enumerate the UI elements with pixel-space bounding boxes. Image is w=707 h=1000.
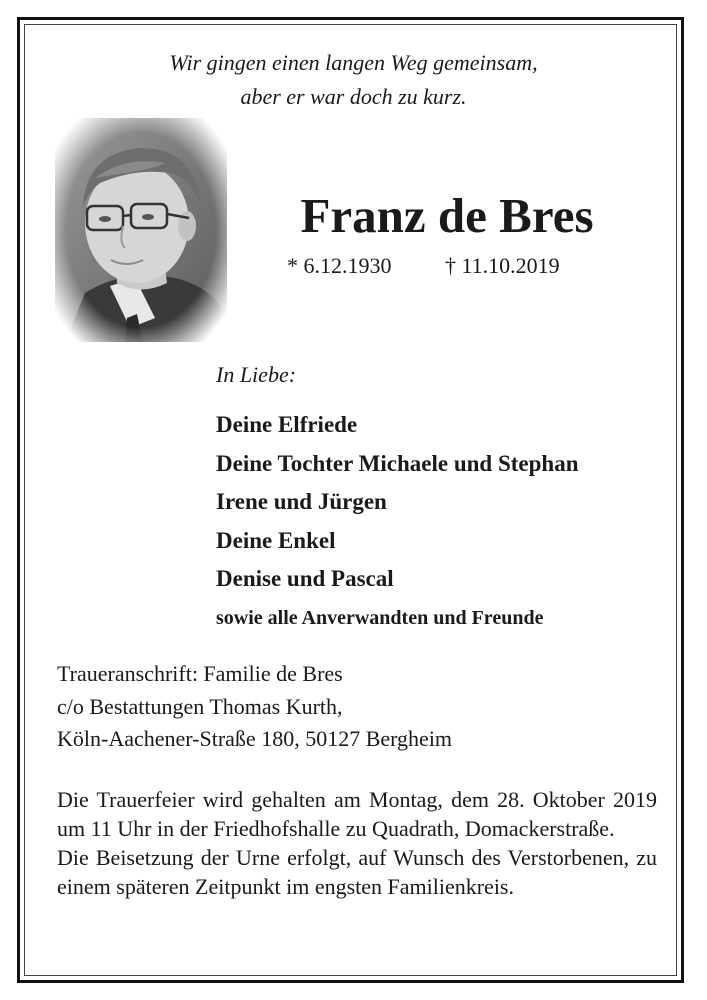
survivor-line: Deine Elfriede xyxy=(216,412,358,437)
death-date: † 11.10.2019 xyxy=(445,253,560,278)
survivors-list xyxy=(216,408,579,639)
birth-date: * 6.12.1930 xyxy=(287,253,392,278)
quote-line-1: Wir gingen einen langen Weg gemeinsam, xyxy=(169,50,538,75)
mourning-address xyxy=(57,658,452,756)
address-line-2: c/o Bestattungen Thomas Kurth, xyxy=(57,693,343,719)
ceremony-info xyxy=(57,785,657,901)
address-line-1: Traueranschrift: Familie de Bres xyxy=(57,661,343,686)
ceremony-paragraph-1: Die Trauerfeier wird gehalten am Montag, dem 28. Oktober 2019 um 11 Uhr in der Friedhofshalle zu Quadrath, Domackerstraße. xyxy=(57,787,657,841)
survivor-line-relatives: sowie alle Anverwandten und Freunde xyxy=(216,606,544,629)
survivor-line: Deine Tochter Michaele und Stephan xyxy=(216,450,579,476)
in-love-label: In Liebe: xyxy=(216,362,297,387)
address-line-3: Köln-Aachener-Straße 180, 50127 Bergheim xyxy=(57,726,453,751)
portrait-photo xyxy=(55,118,227,342)
ceremony-paragraph-2: Die Beisetzung der Urne erfolgt, auf Wunsch des Verstorbenen, zu einem späteren Zeitpunkt im engsten Familienkreis. xyxy=(57,845,657,899)
life-dates xyxy=(287,251,560,281)
survivor-line: Denise und Pascal xyxy=(216,566,394,591)
deceased-name: Franz de Bres xyxy=(300,188,594,243)
quote-line-2: aber er war doch zu kurz. xyxy=(240,84,467,109)
memorial-quote xyxy=(0,46,707,114)
survivor-line: Irene und Jürgen xyxy=(216,489,387,514)
survivor-line: Deine Enkel xyxy=(216,527,336,553)
portrait-illustration xyxy=(55,118,227,342)
